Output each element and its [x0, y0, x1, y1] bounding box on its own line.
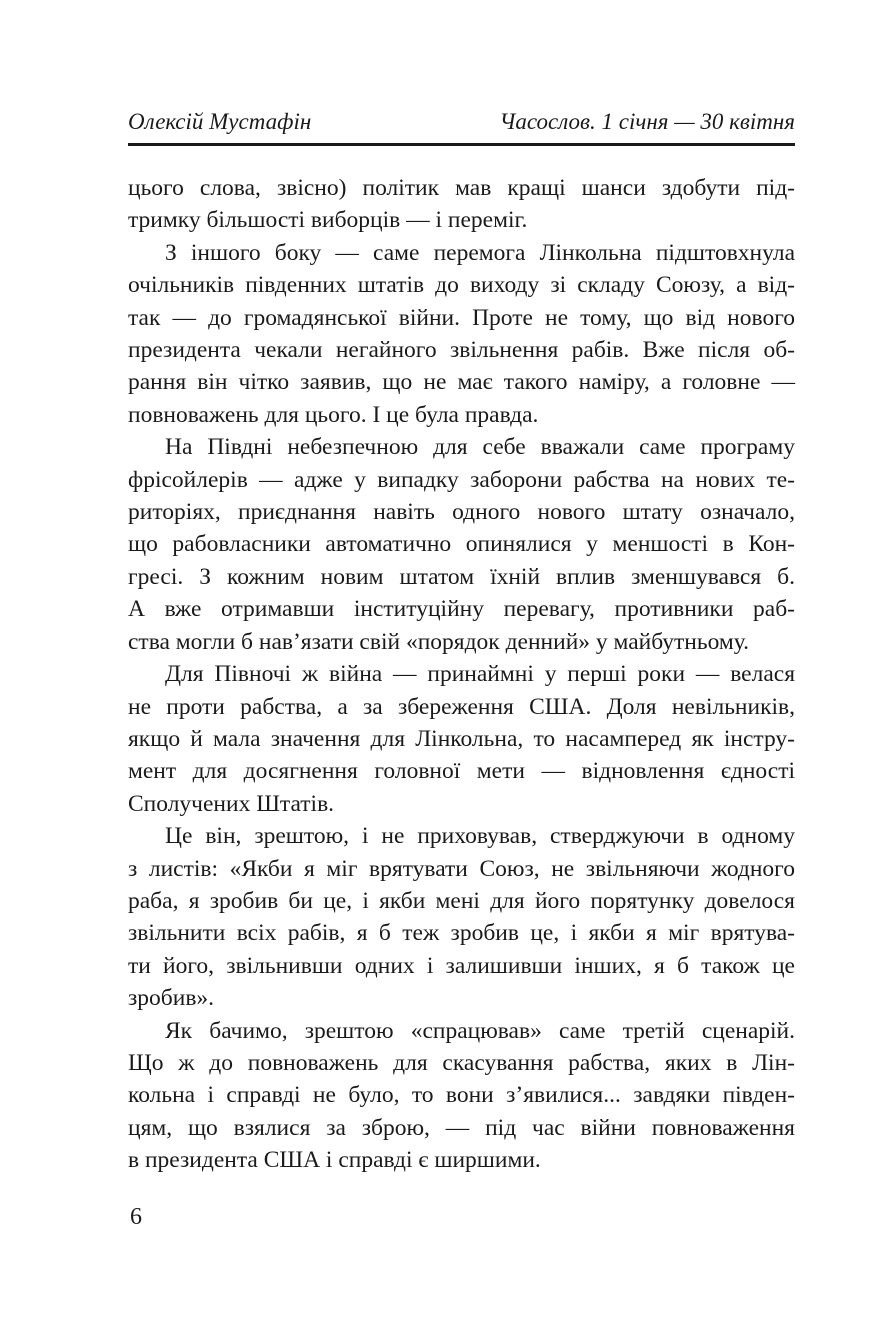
- text-line: Для Півночі ж війна — принаймні у перші роки — велася: [165, 661, 795, 688]
- text-line: рання він чітко заявив, що не має такого наміру, а головне —: [128, 369, 795, 396]
- text-line: фрісойлерів — адже у випадку заборони рабства на нових те-: [128, 466, 795, 493]
- text-line: цям, що взялися за зброю, — під час війни повноваження: [128, 1114, 795, 1141]
- text-line: повноважень для цього. І це була правда.: [128, 401, 539, 428]
- paragraph: [128, 658, 795, 820]
- text-line: раба, я зробив би це, і якби мені для його порятунку довелося: [128, 887, 795, 914]
- text-line: мент для досягнення головної мети — відновлення єдності: [128, 758, 795, 785]
- text-line: що рабовласники автоматично опинялися у меншості в Кон-: [128, 531, 795, 558]
- header-rule: [128, 143, 795, 146]
- paragraph: [128, 820, 795, 1014]
- text-line: очільників південних штатів до виходу зі складу Союзу, а від-: [128, 272, 795, 299]
- text-line: Це він, зрештою, і не приховував, стверджуючи в одному: [165, 823, 795, 850]
- text-line: Сполучених Штатів.: [128, 790, 335, 817]
- paragraph: [128, 431, 795, 658]
- text-line: не проти рабства, а за збереження США. Доля невільників,: [128, 693, 795, 720]
- header-book-title: Часослов. 1 січня — 30 квітня: [499, 109, 795, 134]
- text-line: якщо й мала значення для Лінкольна, то насамперед як інстру-: [128, 725, 795, 752]
- text-line: риторіях, приєднання навіть одного нового штату означало,: [128, 499, 795, 526]
- text-line: кольна і справді не було, то вони з’явилися... завдяки півден-: [128, 1082, 795, 1109]
- body-text: [128, 172, 795, 1177]
- page-number: 6: [130, 1203, 142, 1230]
- text-line: А вже отримавши інституційну перевагу, противники раб-: [128, 596, 795, 623]
- text-line: Як бачимо, зрештою «спрацював» саме третій сценарій.: [165, 1017, 795, 1044]
- text-line: Що ж до повноважень для скасування рабства, яких в Лін-: [128, 1049, 795, 1076]
- text-line: ства могли б нав’язати свій «порядок денний» у майбутньому.: [128, 628, 750, 655]
- text-line: На Півдні небезпечною для себе вважали саме програму: [165, 434, 795, 461]
- text-line: тримку більшості виборців — і переміг.: [128, 207, 528, 234]
- text-line: звільнити всіх рабів, я б теж зробив це, і якби я міг врятува-: [128, 920, 795, 947]
- paragraph: [128, 172, 795, 237]
- text-line: зробив».: [128, 985, 215, 1012]
- text-line: президента чекали негайного звільнення рабів. Вже після об-: [128, 337, 795, 364]
- running-header: [128, 108, 795, 135]
- text-line: з листів: «Якби я міг врятувати Союз, не звільняючи жодного: [128, 855, 795, 882]
- text-line: так — до громадянської війни. Проте не тому, що від нового: [128, 304, 795, 331]
- text-line: гресі. З кожним новим штатом їхній вплив зменшувався б.: [128, 563, 795, 590]
- text-line: в президента США і справді є ширшими.: [128, 1147, 541, 1174]
- text-line: цього слова, звісно) політик мав кращі шанси здобути під-: [128, 175, 795, 201]
- paragraph: [128, 237, 795, 431]
- header-author: Олексій Мустафін: [128, 109, 312, 134]
- paragraph: [128, 1015, 795, 1177]
- text-line: З іншого боку — саме перемога Лінкольна підштовхнула: [165, 239, 795, 266]
- text-line: ти його, звільнивши одних і залишивши інших, я б також це: [128, 952, 795, 979]
